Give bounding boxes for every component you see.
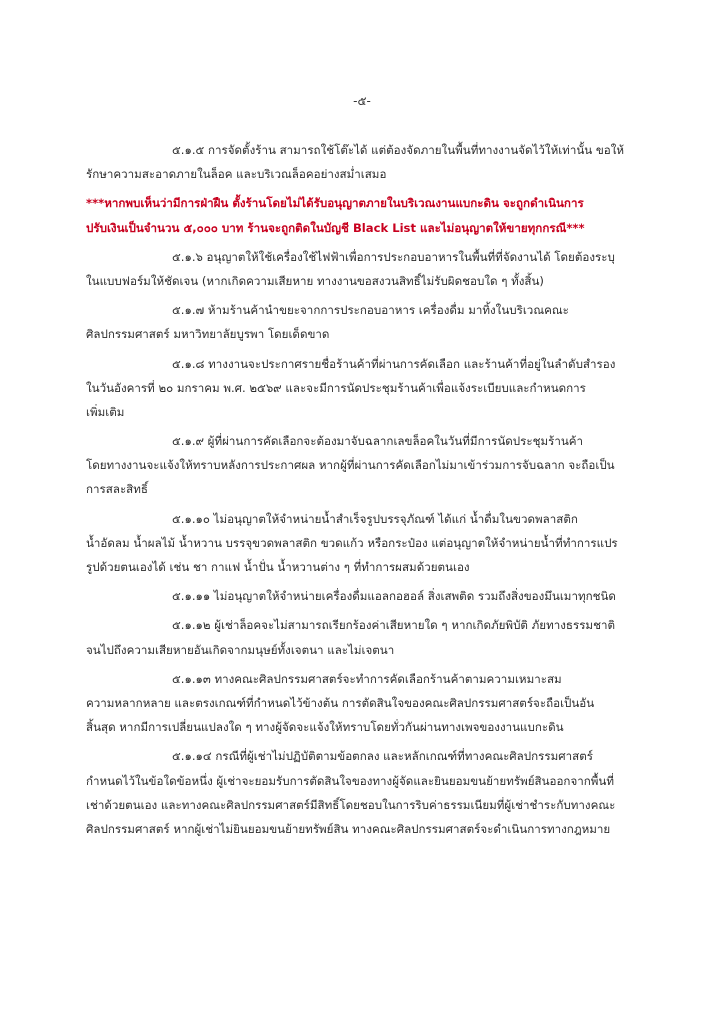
- text-line: ปรับเงินเป็นจำนวน ๕,๐๐๐ บาท ร้านจะถูกติดในบัญชี Black List และไม่อนุญาตให้ขายทุกกรณี***: [86, 220, 585, 235]
- clause-paragraph: [86, 429, 646, 502]
- text-line: เช่าด้วยตนเอง และทางคณะศิลปกรรมศาสตร์มีสิทธิ์โดยชอบในการริบค่าธรรมเนียมที่ผู้เช่าชำระกับทางคณะ: [86, 797, 616, 812]
- warning-notice: [86, 191, 646, 239]
- clause-paragraph: [86, 613, 646, 661]
- text-line: น้ำอัดลม น้ำผลไม้ น้ำหวาน บรรจุขวดพลาสติก ขวดแก้ว หรือกระป๋อง แต่อนุญาตให้จำหน่ายน้ำที่ทำการแปร: [86, 535, 618, 550]
- text-line: สิ้นสุด หากมีการเปลี่ยนแปลงใด ๆ ทางผู้จัดจะแจ้งให้ทราบโดยทั่วกันผ่านทางเพจของงานแบกะดิน: [86, 720, 564, 735]
- text-line: เพิ่มเติม: [86, 404, 125, 419]
- text-line: ๕.๑.๘ ทางงานจะประกาศรายชื่อร้านค้าที่ผ่านการคัดเลือก และร้านค้าที่อยู่ในลำดับสำรอง: [172, 356, 616, 371]
- text-line: ๕.๑.๕ การจัดตั้งร้าน สามารถใช้โต๊ะได้ แต่ต้องจัดภายในพื้นที่ทางงานจัดไว้ให้เท่านั้น ขอให้: [172, 143, 625, 157]
- clause-paragraph: [86, 584, 646, 608]
- text-line: รักษาความสะอาดภายในล็อค และบริเวณล็อคอย่างสม่ำเสมอ: [86, 167, 387, 182]
- clause-paragraph: [86, 507, 646, 580]
- text-line: ศิลปกรรมศาสตร์ มหาวิทยาลัยบูรพา โดยเด็ดขาด: [86, 327, 330, 342]
- text-line: ๕.๑.๑๐ ไม่อนุญาตให้จำหน่ายน้ำสำเร็จรูปบรรจุภัณฑ์ ได้แก่ น้ำดื่มในขวดพลาสติก: [172, 511, 578, 526]
- clause-paragraph: [86, 352, 646, 425]
- text-line: ในแบบฟอร์มให้ชัดเจน (หากเกิดความเสียหาย ทางงานขอสงวนสิทธิ์ไม่รับผิดชอบใด ๆ ทั้งสิ้น): [86, 273, 544, 288]
- document-body: [86, 138, 646, 846]
- clause-paragraph: [86, 138, 646, 186]
- text-line: การสละสิทธิ์: [86, 482, 148, 497]
- text-line: ๕.๑.๑๑ ไม่อนุญาตให้จำหน่ายเครื่องดื่มแอลกอฮอล์ สิ่งเสพติด รวมถึงสิ่งของมึนเมาทุกชนิด: [172, 589, 616, 604]
- clause-paragraph: [86, 667, 646, 740]
- text-line: ๕.๑.๑๔ กรณีที่ผู้เช่าไม่ปฏิบัติตามข้อตกลง และหลักเกณฑ์ที่ทางคณะศิลปกรรมศาสตร์: [172, 749, 593, 764]
- text-line: ๕.๑.๙ ผู้ที่ผ่านการคัดเลือกจะต้องมาจับฉลากเลขล็อคในวันที่มีการนัดประชุมร้านค้า: [172, 434, 584, 449]
- clause-paragraph: [86, 245, 646, 293]
- clause-paragraph: [86, 298, 646, 346]
- text-line: รูปด้วยตนเองได้ เช่น ชา กาแฟ น้ำปั่น น้ำหวานต่าง ๆ ที่ทำการผสมด้วยตนเอง: [86, 560, 470, 574]
- text-line: จนไปถึงความเสียหายอันเกิดจากมนุษย์ทั้งเจตนา และไม่เจตนา: [86, 642, 395, 657]
- text-line: กำหนดไว้ในข้อใดข้อหนึ่ง ผู้เช่าจะยอมรับการตัดสินใจของทางผู้จัดและยินยอมขนย้ายทรัพย์สินออกจากพื้นที่: [86, 773, 614, 788]
- text-line: ศิลปกรรมศาสตร์ หากผู้เช่าไม่ยินยอมขนย้ายทรัพย์สิน ทางคณะศิลปกรรมศาสตร์จะดำเนินการทางกฎหมาย: [86, 821, 611, 836]
- text-line: ๕.๑.๖ อนุญาตให้ใช้เครื่องใช้ไฟฟ้าเพื่อการประกอบอาหารในพื้นที่ที่จัดงานได้ โดยต้องระบุ: [172, 249, 615, 264]
- page-number: -๕-: [353, 94, 371, 108]
- text-line: ในวันอังคารที่ ๒๐ มกราคม พ.ศ. ๒๕๖๙ และจะมีการนัดประชุมร้านค้าเพื่อแจ้งระเบียบและกำหนดการ: [86, 380, 586, 395]
- text-line: ๕.๑.๗ ห้ามร้านค้านำขยะจากการประกอบอาหาร เครื่องดื่ม มาทิ้งในบริเวณคณะ: [172, 303, 569, 318]
- clause-paragraph: [86, 744, 646, 841]
- text-line: โดยทางงานจะแจ้งให้ทราบหลังการประกาศผล หากผู้ที่ผ่านการคัดเลือกไม่มาเข้าร่วมการจับฉลาก จะถือเป็น: [86, 458, 615, 473]
- text-line: ความหลากหลาย และตรงเกณฑ์ที่กำหนดไว้ข้างต้น การตัดสินใจของคณะศิลปกรรมศาสตร์จะถือเป็นอัน: [86, 695, 595, 710]
- text-line: ๕.๑.๑๒ ผู้เช่าล็อคจะไม่สามารถเรียกร้องค่าเสียหายใด ๆ หากเกิดภัยพิบัติ ภัยทางธรรมชาติ: [172, 618, 615, 633]
- text-line: ***หากพบเห็นว่ามีการฝ่าฝืน ตั้งร้านโดยไม่ได้รับอนุญาตภายในบริเวณงานแบกะดิน จะถูกดำเนินการ: [86, 196, 584, 211]
- text-line: ๕.๑.๑๓ ทางคณะศิลปกรรมศาสตร์จะทำการคัดเลือกร้านค้าตามความเหมาะสม: [172, 671, 562, 686]
